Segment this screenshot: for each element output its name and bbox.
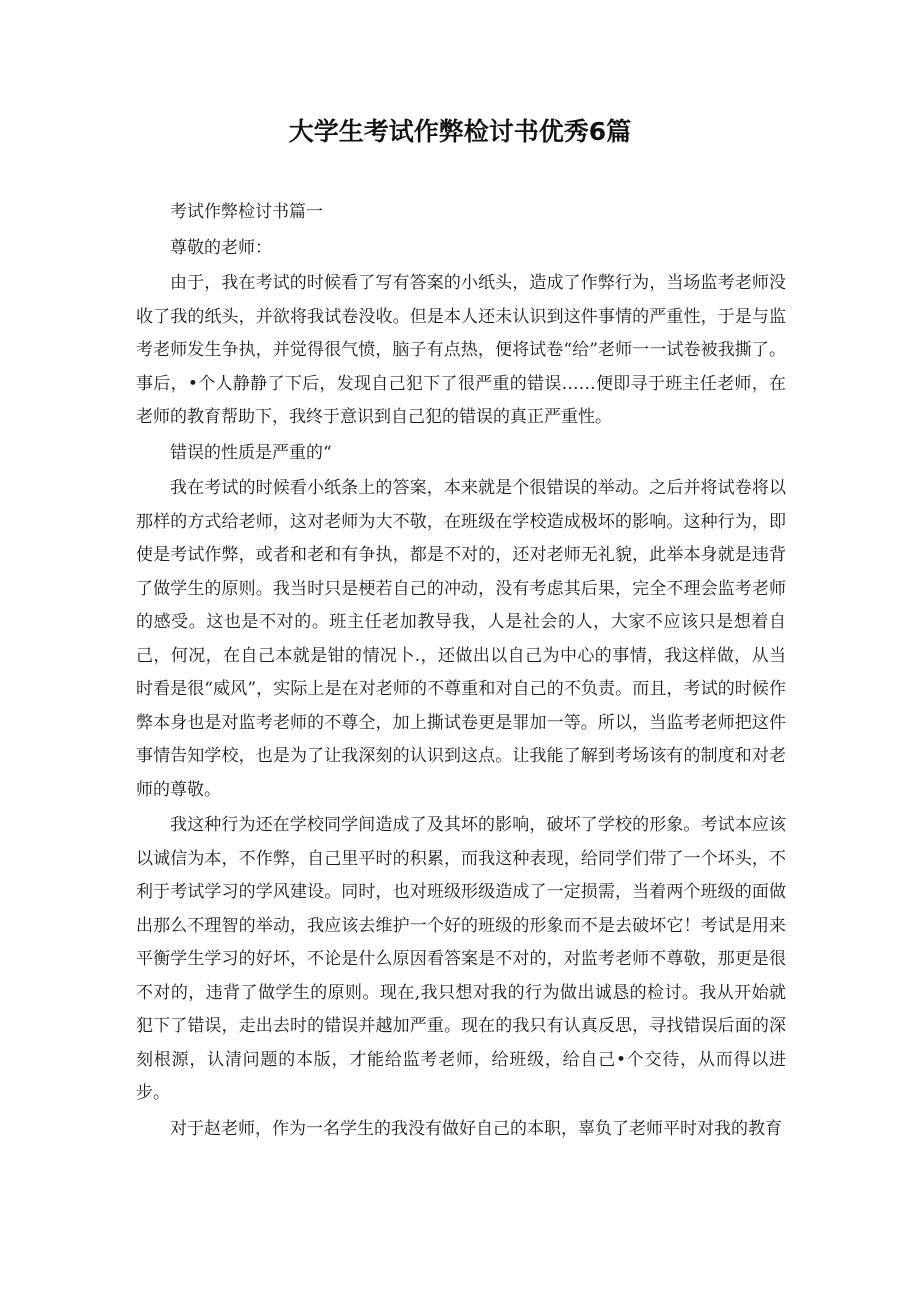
document-title: 大学生考试作弊检讨书优秀6篇: [288, 117, 632, 146]
section-heading: 考试作弊检讨书篇一: [170, 202, 323, 222]
salutation: 尊敬的老师：: [170, 237, 272, 258]
body-paragraph: 错误的性质是严重的“: [170, 442, 332, 463]
body-paragraph: 我在考试的时候看小纸条上的答案，本来就是个很错误的举动。之后并将试卷将以那样的方式给老师，这对老师为大不敬，在班级在学校造成极坏的影响。这种行为，即使是考试作弊，或者和老和有争执，都是不对的，还对老师无礼貌，此举本身就是违背了做学生的原则。我当时只是梗若自己的冲动，没有考虑其后果，完全不理会监考老师的感受。这也是不对的。班主任老加教导我，人是社会的人，大家不应该只是想着自己，何况，在自己本就是钳的情况卜.，还做出以自己为中心的事情，我这样做，从当时看是很“威风”，实际上是在对老师的不尊重和对自己的不负责。而且，考试的时候作弊本身也是对监考老师的不尊仝，加上撕试卷更是罪加一等。所以，当监考老师把这件事情告知学校，也是为了让我深刻的认识到这点。让我能了解到考场该有的制度和对老师的尊敬。: [136, 478, 786, 800]
body-paragraph: 对于赵老师，作为一名学生的我没有做好自己的本职，辜负了老师平时对我的教育: [170, 1118, 782, 1139]
body-paragraph: 由于，我在考试的时候看了写有答案的小纸头，造成了作弊行为，当场监考老师没收了我的纸头，并欲将我试卷没收。但是本人还未认识到这件事情的严重性，于是与监考老师发生争执，并觉得很气愤，脑子有点热，便将试卷“给”老师一一试卷被我撕了。事后，•个人静静了下后，发现自己犯下了很严重的错误……便即寻于班主任老师，在老师的教育帮助下，我终于意识到自己犯的错误的真正严重性。: [136, 273, 786, 427]
document-body: [136, 196, 786, 1146]
body-paragraph: 我这种行为还在学校同学间造成了及其坏的影响，破坏了学校的形象。考试本应该以诚信为本，不作弊，自己里平时的积累，而我这种表现，给同学们带了一个坏头，不利于考试学习的学风建设。同时，也对班级形级造成了一定损需，当着两个班级的面做出那么不理智的举动，我应该去维护一个好的班级的形象而不是去破坏它！考试是用来平衡学生学习的好坏，不论是什么原因看答案是不对的，对监考老师不尊敬，那更是很不对的，违背了做学生的原则。现在,我只想对我的行为做出诚恳的检讨。我从开始就犯下了错误，走出去时的错误并越加严重。现在的我只有认真反思，寻找错误后面的深刻根源，认清问题的本版，才能给监考老师，给班级，给自己•个交待，从而得以进步。: [136, 815, 786, 1103]
